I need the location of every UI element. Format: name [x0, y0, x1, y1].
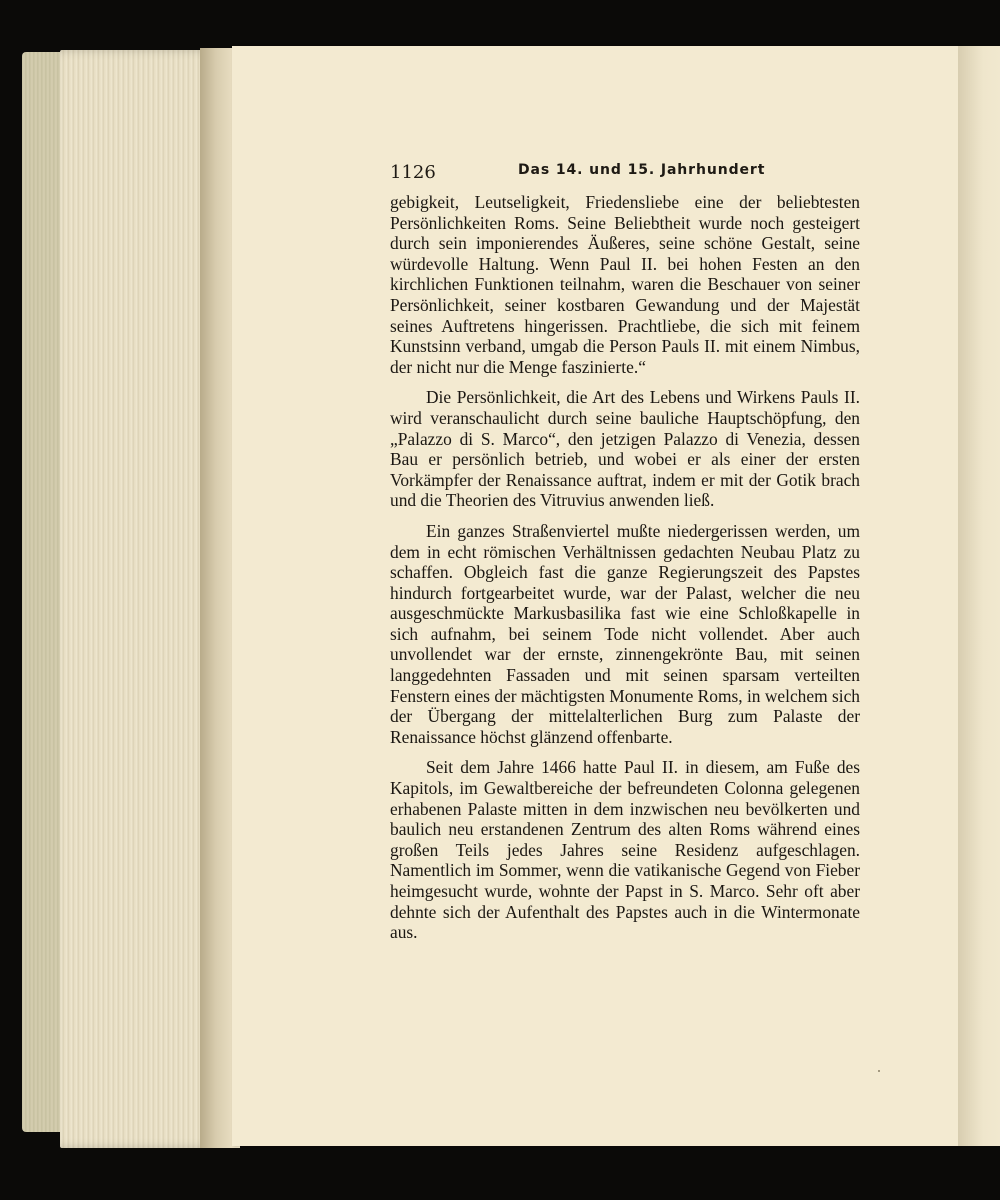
paragraph: gebigkeit, Leutseligkeit, Friedensliebe eine der beliebtesten Persönlichkeiten Roms. Seine Beliebtheit wurde noch gesteigert durch sein imponierendes Äußeres, seine schöne Gestalt, seine würdevolle Haltung. Wenn Paul II. bei hohen Festen an den kirchlichen Funktionen teilnahm, waren die Beschauer von seiner Persönlichkeit, seiner kostbaren Gewandung und der Majestät seines Auftretens hingerissen. Prachtliebe, die sich mit feinem Kunstsinn verband, umgab die Person Pauls II. mit einem Nimbus, der nicht nur die Menge faszinierte.“ — [390, 192, 860, 377]
paragraph: Die Persönlichkeit, die Art des Lebens und Wirkens Pauls II. wird veranschaulicht durch seine bauliche Hauptschöpfung, den „Palazzo di S. Marco“, den jetzigen Palazzo di Venezia, dessen Bau er persönlich betrieb, und wobei er als einer der ersten Vorkämpfer der Renaissance auftrat, indem er mit der Gotik brach und die Theorien des Vitruvius anwenden ließ. — [390, 387, 860, 511]
page-stack-edges — [60, 50, 220, 1148]
next-page-edge — [958, 46, 1000, 1146]
paper-speck — [878, 1070, 880, 1072]
paragraph: Ein ganzes Straßenviertel mußte niedergerissen werden, um dem in echt römischen Verhältnissen gedachten Neubau Platz zu schaffen. Obgleich fast die ganze Regierungszeit des Papstes hindurch fortgearbeitet wurde, war der Palast, welcher die neu ausgeschmückte Markusbasilika fast wie eine Schloßkapelle in sich aufnahm, bei seinem Tode nicht vollendet. Aber auch unvollendet war der ernste, zinnengekrönte Bau, mit seinen langgedehnten Fassaden und mit seinen sparsam verteilten Fenstern eines der mächtigsten Monumente Roms, in welchem sich der Übergang der mittelalterlichen Burg zum Palaste der Renaissance höchst glänzend offenbarte. — [390, 520, 860, 747]
body-text — [390, 192, 860, 953]
page-number: 1126 — [390, 162, 436, 183]
paragraph: Seit dem Jahre 1466 hatte Paul II. in diesem, am Fuße des Kapitols, im Gewaltbereiche der befreundeten Colonna gelegenen erhabenen Palaste mitten in dem inzwischen neu bevölkerten und baulich neu erstandenen Zentrum des alten Roms während eines großen Teils jedes Jahres seine Residenz aufgeschlagen. Namentlich im Sommer, wenn die vatikanische Gegend von Fieber heimgesucht wurde, wohnte der Papst in S. Marco. Sehr oft aber dehnte sich der Aufenthalt des Papstes auch in die Wintermonate aus. — [390, 757, 860, 943]
running-head: Das 14. und 15. Jahrhundert — [518, 162, 766, 178]
